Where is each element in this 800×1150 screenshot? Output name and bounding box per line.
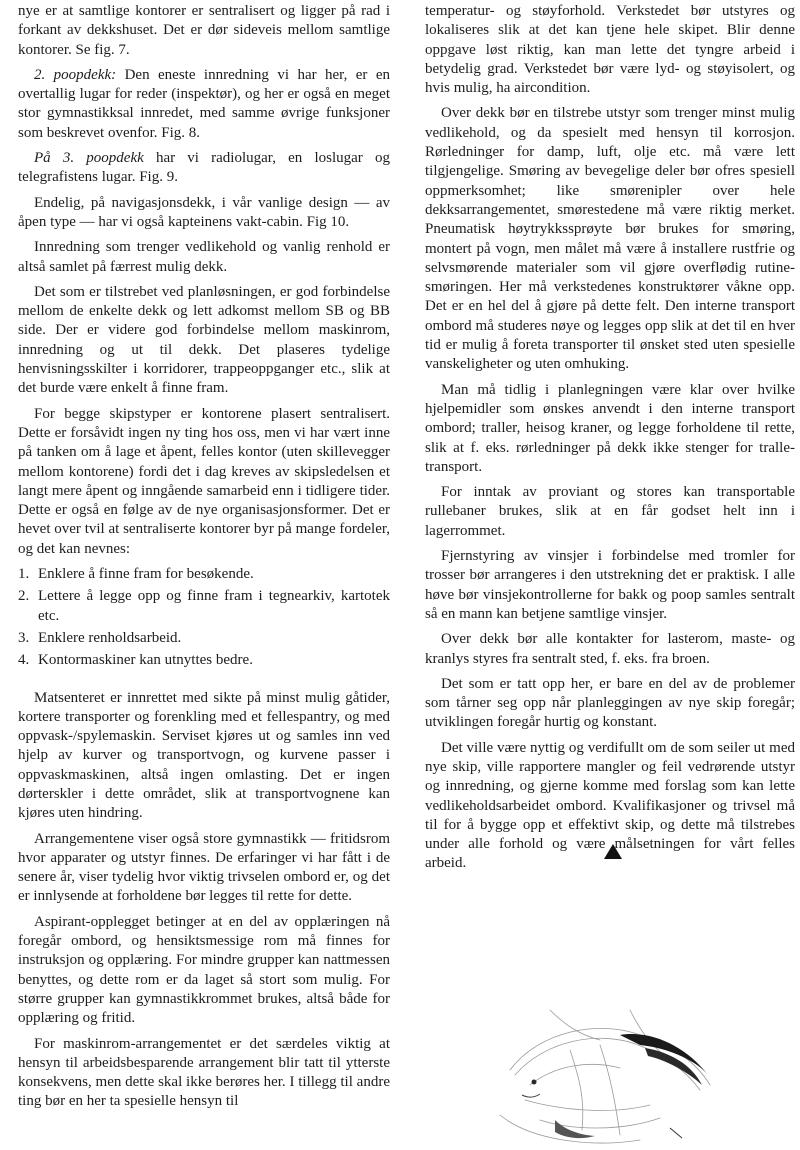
paragraph: Det som er tatt opp her, er bare en del av de problemer som tårner seg opp når planleggingen av nye skip foregår; utviklingen foregår hurtig og konstant. (425, 675, 795, 731)
list-item-text: Enklere renholdsarbeid. (38, 629, 182, 646)
left-column (18, 2, 390, 1118)
paragraph (18, 66, 390, 143)
right-column (425, 2, 795, 880)
section-label: På 3. poopdekk (34, 150, 144, 167)
advantages-list (18, 565, 390, 670)
paragraph: For maskinrom-arrangementet er det særdeles viktig at hensyn til arbeidsbesparende arrangement blir tatt til ytterste konsekvens, men dette skal ikke berøres her. I tillegg til andre ting bør en her ta spesielle hensyn til (18, 1035, 390, 1110)
list-number: 3. (18, 629, 30, 646)
list-item-text: Kontormaskiner kan utnyttes bedre. (38, 652, 253, 669)
paragraph: Over dekk bør alle kontakter for lasterom, maste- og kranlys styres fra sentralt sted, f. eks. fra broen. (425, 631, 795, 667)
paragraph: Det ville være nyttig og verdifullt om de som seiler ut med nye skip, ville rapportere mangler og feil vedrørende utstyr og innredning, og gjerne komme med forslag som kan lette vedlikeholdsarbeidet ombord. Kvalifikasjoner og trivsel må til for å bygge opp et effektivt skip, og dette må tilstrebes under alle forhold og være målsetningen for vårt felles arbeid. (425, 739, 795, 872)
paragraph: nye er at samtlige kontorer er sentralisert og ligger på rad i forkant av dekkshuset. Det er dør sideveis mellom samtlige kontorer. Se fig. 7. (18, 3, 390, 58)
list-item (18, 629, 390, 648)
list-number: 4. (18, 652, 30, 669)
paragraph: Aspirant-opplegget betinger at en del av opplæringen nå foregår ombord, og hensiktsmessige rom må finnes for instruksjon og opplæring. For mindre grupper kan nattmessen benyttes, og dette rom er da laget så stort som mulig. For større grupper kan gymnastikkrommet brukes, altså både for opplæring og fritid. (18, 913, 390, 1027)
list-item (18, 565, 390, 584)
list-item (18, 587, 390, 626)
paragraph-text: Den eneste innredning vi har her, er en overtallig lugar for reder (inspektør), og her er også en meget stor gymnastikksal innredet, med samme øvrige funksjoner som beskrevet ovenfor. Fig. 8. (18, 66, 391, 141)
paragraph-text: har vi radiolugar, en loslugar og telegrafistens lugar. Fig. 9. (18, 150, 390, 186)
list-number: 2. (18, 588, 30, 605)
paragraph: For begge skipstyper er kontorene plasert sentralisert. Dette er forsåvidt ingen ny ting hos oss, men vi har vært inne på tanken om å lage et åpent, felles kontor (uten skillevegger mellom kontorene) fordi det i dag kreves av skipsledelsen et langt mere åpent og inngående samarbeid enn i tidligere tider. Dette er også en følge av de nye organisasjonsformer. Det er hevet over tvil at sentraliserte kontorer byr på mange fordeler, og det kan nevnes: (18, 405, 390, 557)
paragraph: Arrangementene viser også store gymnastikk — fritidsrom hvor apparater og utstyr finnes. De erfaringer vi har fått i de senere år, viser tydelig hvor viktig trivselen ombord er, og det er innlysende at forholdene bør legges til rette for dette. (18, 830, 390, 905)
paragraph (18, 149, 390, 188)
paragraph: Matsenteret er innrettet med sikte på minst mulig gåtider, kortere transporter og forenkling med et fellespantry, og med oppvask-/spylemaskin. Serviset kjøres ut og samles inn ved hjelp av kurver og transportvogn, og kurvene passer i oppvaskmaskinen, altså ingen omlasting. Det er ingen dørterskler i dette området, slik at transportvognene kan kjøres uten hindring. (18, 689, 390, 822)
paragraph: Det som er tilstrebet ved planløsningen, er god forbindelse mellom de enkelte dekk og lett adkomst mellom SB og BB side. Der er videre god forbindelse mellom maskinrom, innredning og ut til dekk. Det plaseres tydelige henvisningsskilter i korridorer, trappeoppganger etc., slik at det burde være enkelt å finne fram. (18, 283, 390, 397)
list-item-text: Enklere å finne fram for besøkende. (38, 566, 254, 583)
paragraph: Innredning som trenger vedlikehold og vanlig renhold er altså samlet på færrest mulig dekk. (18, 239, 390, 275)
list-item (18, 651, 390, 670)
paragraph: Endelig, på navigasjonsdekk, i vår vanlige design — av åpen type — har vi også kapteinens vakt-cabin. Fig 10. (18, 194, 390, 230)
section-label: 2. poopdekk: (34, 66, 117, 83)
paragraph: For inntak av proviant og stores kan transportable rullebaner brukes, slik at en får godset helt inn i lagerrommet. (425, 484, 795, 539)
list-item-text: Lettere å legge opp og finne fram i tegnearkiv, kartotek etc. (38, 588, 390, 624)
list-number: 1. (18, 566, 30, 583)
paragraph: Fjernstyring av vinsjer i forbindelse med tromler for trosser bør arrangeres i den utstrekning det er praktisk. I alle høve bør vinsjekontrollerne for bakk og poop samles sentralt så en mann kan betjene samtlige vinsjer. (425, 548, 795, 622)
paragraph: temperatur- og støyforhold. Verkstedet bør utstyres og lokaliseres slik at det kan tjene hele skipet. Blir denne oppgave løst riktig, kan man lette det tyngre arbeid i betydelig grad. Verkstedet bør være lyd- og støyisolert, og hvis mulig, ha aircondition. (425, 3, 795, 97)
paragraph: Man må tidlig i planlegningen være klar over hvilke hjelpemidler som ønskes anvendt i den interne transport ombord; traller, heisog kraner, og legge forholdene til rette, slik at f. eks. rørledninger på dekk ikke stenger for tralle-transport. (425, 381, 795, 475)
paragraph: Over dekk bør en tilstrebe utstyr som trenger minst mulig vedlikehold, og da spesielt med hensyn til korrosjon. Rørledninger for damp, luft, olje etc. må være lett tilgjengelige. Smøring av bevegelige deler bør ofres spesiell oppmerksomhet; like smørenipler over hele dekksarrangementet, smørestedene må være riktig merket. Pneumatisk høytrykkssprøyte bør brukes for smøring, montert på vogn, men målet må være å installere rustfrie og selvsmørende materialer som vil gjøre overflødig rutine-smøringen. Her må verkstedenes konstruktører våkne opp. Det er en hel del å gjøre på dette felt. Den interne transport ombord må studeres nøye og legges opp slik at det til en hver tid er mulig å foreta transporter til ønsket sted uten spesielle vanskeligheter og uten omhuking. (425, 105, 795, 373)
bird-sketch-illustration (470, 990, 720, 1150)
triangle-icon (604, 844, 622, 859)
